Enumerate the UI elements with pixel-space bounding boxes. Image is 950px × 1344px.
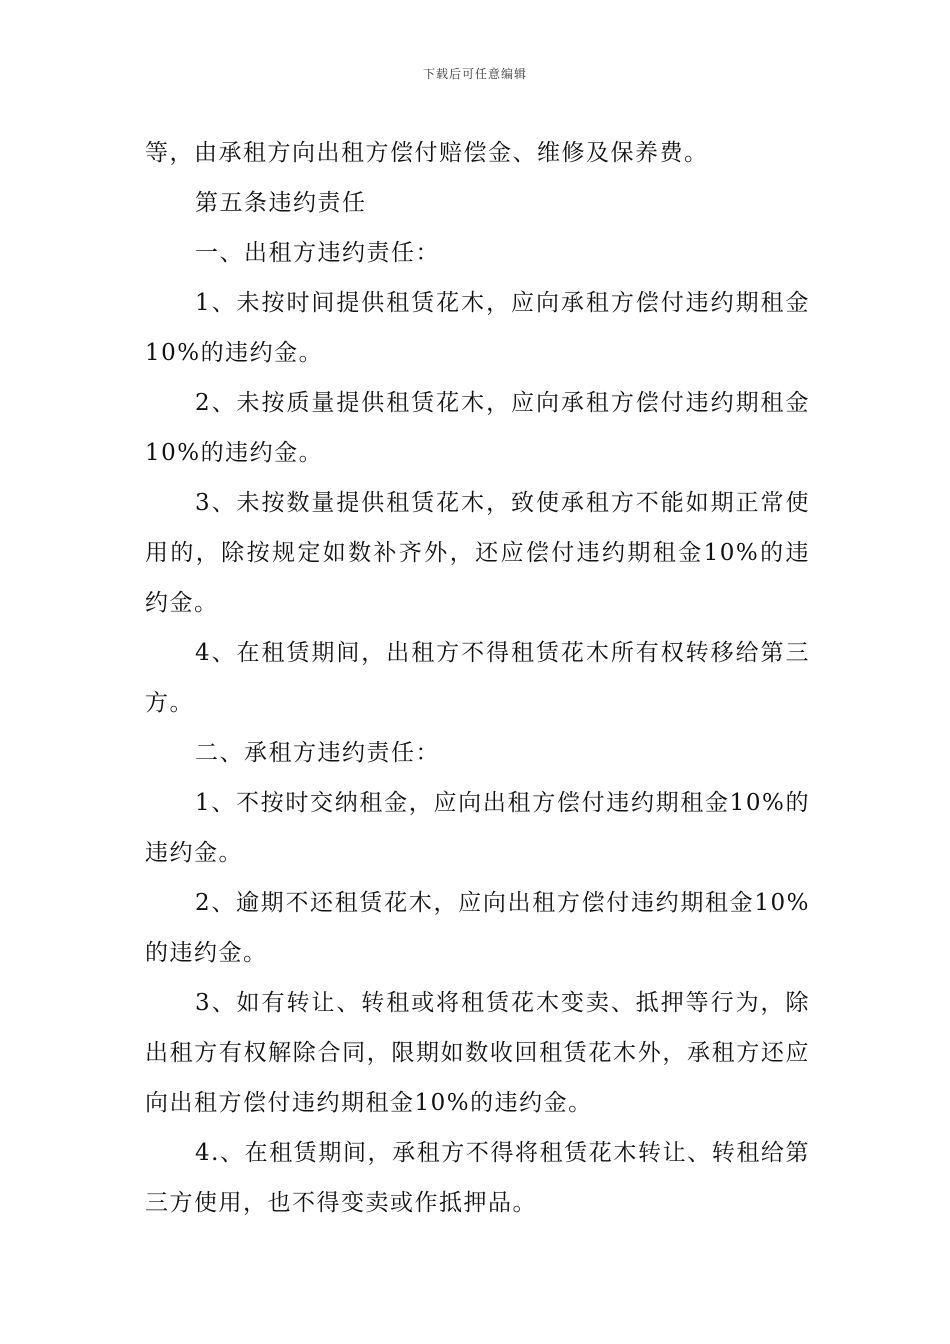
clause-paragraph: 3、未按数量提供租赁花木，致使承租方不能如期正常使用的，除按规定如数补齐外，还应偿付违约期租金10%的违约金。 [145,490,810,616]
paragraph: 等，由承租方向出租方偿付赔偿金、维修及保养费。 [145,140,709,166]
subsection-heading: 二、承租方违约责任： [195,740,440,766]
clause-paragraph: 2、逾期不还租赁花木，应向出租方偿付违约期租金10%的违约金。 [145,890,810,966]
clause-paragraph: 1、不按时交纳租金，应向出租方偿付违约期租金10%的违约金。 [145,790,810,866]
document-body [145,128,810,1228]
clause-paragraph: 3、如有转让、转租或将租赁花木变卖、抵押等行为，除出租方有权解除合同，限期如数收回租赁花木外，承租方还应向出租方偿付违约期租金10%的违约金。 [145,990,810,1116]
clause-paragraph: 4、在租赁期间，出租方不得租赁花木所有权转移给第三方。 [145,640,810,716]
subsection-heading: 一、出租方违约责任： [195,240,440,266]
clause-paragraph: 2、未按质量提供租赁花木，应向承租方偿付违约期租金10%的违约金。 [145,390,810,466]
header-note: 下载后可任意编辑 [422,67,527,81]
clause-paragraph: 4.、在租赁期间，承租方不得将租赁花木转让、转租给第三方使用，也不得变卖或作抵押品。 [145,1140,810,1216]
clause-paragraph: 1、未按时间提供租赁花木，应向承租方偿付违约期租金10%的违约金。 [145,290,810,366]
section-heading: 第五条违约责任 [195,190,367,216]
